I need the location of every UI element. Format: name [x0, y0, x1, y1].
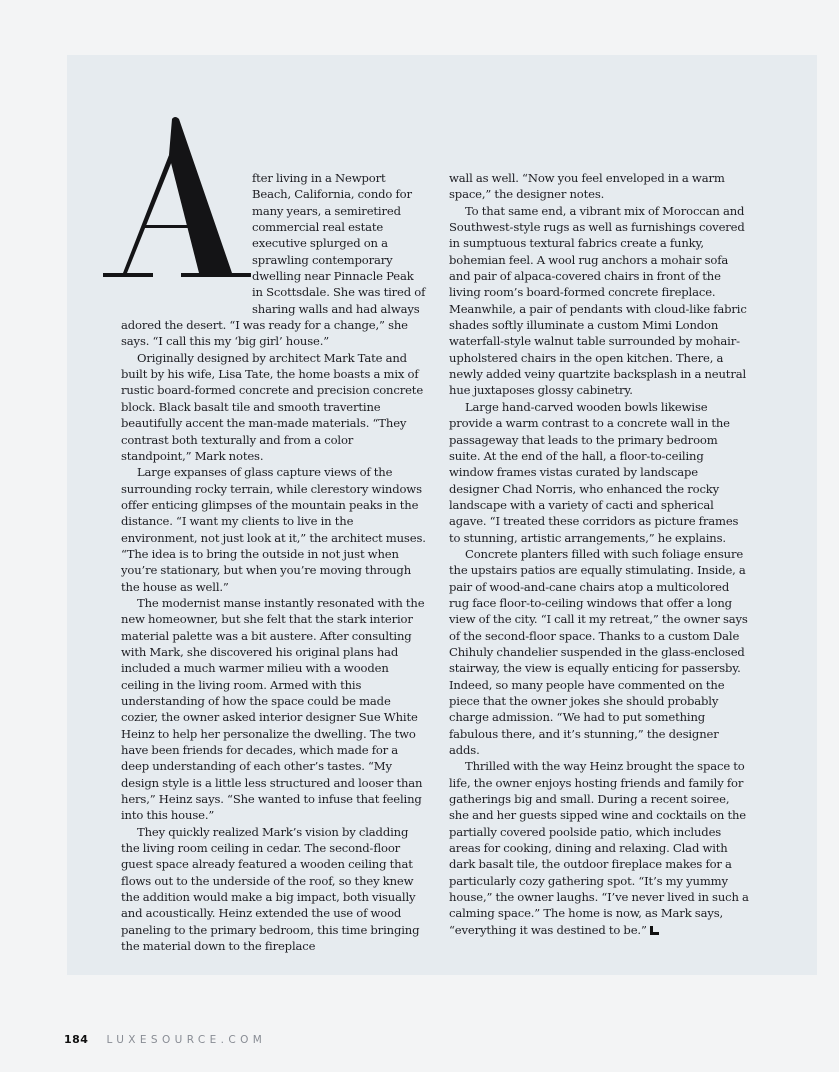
paragraph: They quickly realized Mark’s vision by cladding the living room ceiling in cedar. The second-floor guest space already featured a wooden ceiling that flows out to the underside of the roof, so they knew the addition would make a big impact, both visually and acoustically. Heinz extended the use of wood paneling to the primary bedroom, this time bringing the material down to the fireplace [121, 824, 420, 954]
paragraph: fter living in a Newport Beach, California, condo for many years, a semiretired commercial real estate executive splurged on a sprawling contemporary dwelling near Pinnacle Peak in Scottsdale. She was tired of sharing walls and had always adored the desert. “I was ready for a change,” she says. “I call this my ‘big girl’ house.” [121, 171, 426, 349]
drop-cap-space [103, 170, 252, 301]
paragraph: Originally designed by architect Mark Tate and built by his wife, Lisa Tate, the home boasts a mix of rustic board-formed concrete and precision concrete block. Black basalt tile and smooth travertine beautifully accent the man-made materials. “They contrast both texturally and from a color standpoint,” Mark notes. [121, 350, 424, 463]
paragraph-last [449, 758, 749, 938]
page-footer [64, 1033, 266, 1046]
paragraph: Large hand-carved wooden bowls likewise provide a warm contrast to a concrete wall in the passageway that leads to the primary bedroom suite. At the end of the hall, a floor-to-ceiling window frames vistas curated by landscape designer Chad Norris, who enhanced the rocky landscape with a variety of cacti and spherical agave. “I treated these corridors as picture frames to stunning, artistic arrangements,” he explains. [449, 399, 739, 545]
paragraph-text: Thrilled with the way Heinz brought the space to life, the owner enjoys hosting friends and family for gatherings big and small. During a recent soiree, she and her guests sipped wine and cocktails on the partially covered poolside patio, which includes areas for cooking, dining and relaxing. Clad with dark basalt tile, the outdoor fireplace makes for a particularly cozy gathering spot. “It’s my yummy house,” the owner laughs. “I’ve never lived in such a calming space.” The home is now, as Mark says, “everything it was destined to be.” [449, 759, 749, 937]
paragraph: Large expanses of glass capture views of the surrounding rocky terrain, while clerestory windows offer enticing glimpses of the mountain peaks in the distance. “I want my clients to live in the environment, not just look at it,” the architect muses. “The idea is to bring the outside in not just when you’re stationary, but when you’re moving through the house as well.” [121, 465, 426, 594]
page-number: 184 [64, 1033, 89, 1046]
paragraph: The modernist manse instantly resonated with the new homeowner, but she felt that the stark interior material palette was a bit austere. After consulting with Mark, she discovered his original plans had included a much warmer milieu with a wooden ceiling in the living room. Armed with this understanding of how the space could be made cozier, the owner asked interior designer Sue White Heinz to help her personalize the dwelling. The two have been friends for decades, which made for a deep understanding of each other’s tastes. “My design style is a little less structured and looser than hers,” Heinz says. “She wanted to infuse that feeling into this house.” [121, 595, 425, 823]
article-column-right [449, 170, 749, 938]
end-mark-icon [650, 926, 659, 935]
footer-site-link[interactable]: LUXESOURCE.COM [106, 1034, 267, 1046]
paragraph: Concrete planters filled with such foliage ensure the upstairs patios are equally stimulating. Inside, a pair of wood-and-cane chairs atop a multicolored rug face floor-to-ceiling windows that offer a long view of the city. “I call it my retreat,” the owner says of the second-floor space. Thanks to a custom Dale Chihuly chandelier suspended in the glass-enclosed stairway, the view is equally enticing for passersby. Indeed, so many people have commented on the piece that the owner jokes she should probably charge admission. “We had to put something fabulous there, and it’s stunning,” the designer adds. [449, 546, 748, 758]
paragraph: wall as well. “Now you feel enveloped in a warm space,” the designer notes. [449, 171, 725, 202]
article-column-left [121, 170, 426, 955]
paragraph: To that same end, a vibrant mix of Moroccan and Southwest-style rugs as well as furnishings covered in sumptuous textural fabrics create a funky, bohemian feel. A wool rug anchors a mohair sofa and pair of alpaca-covered chairs in front of the living room’s board-formed concrete fireplace. Meanwhile, a pair of pendants with cloud-like fabric shades softly illuminate a custom Mimi London waterfall-style walnut table surrounded by mohair-upholstered chairs in the open kitchen. There, a newly added veiny quartzite backsplash in a neutral hue juxtaposes glossy cabinetry. [449, 203, 747, 398]
